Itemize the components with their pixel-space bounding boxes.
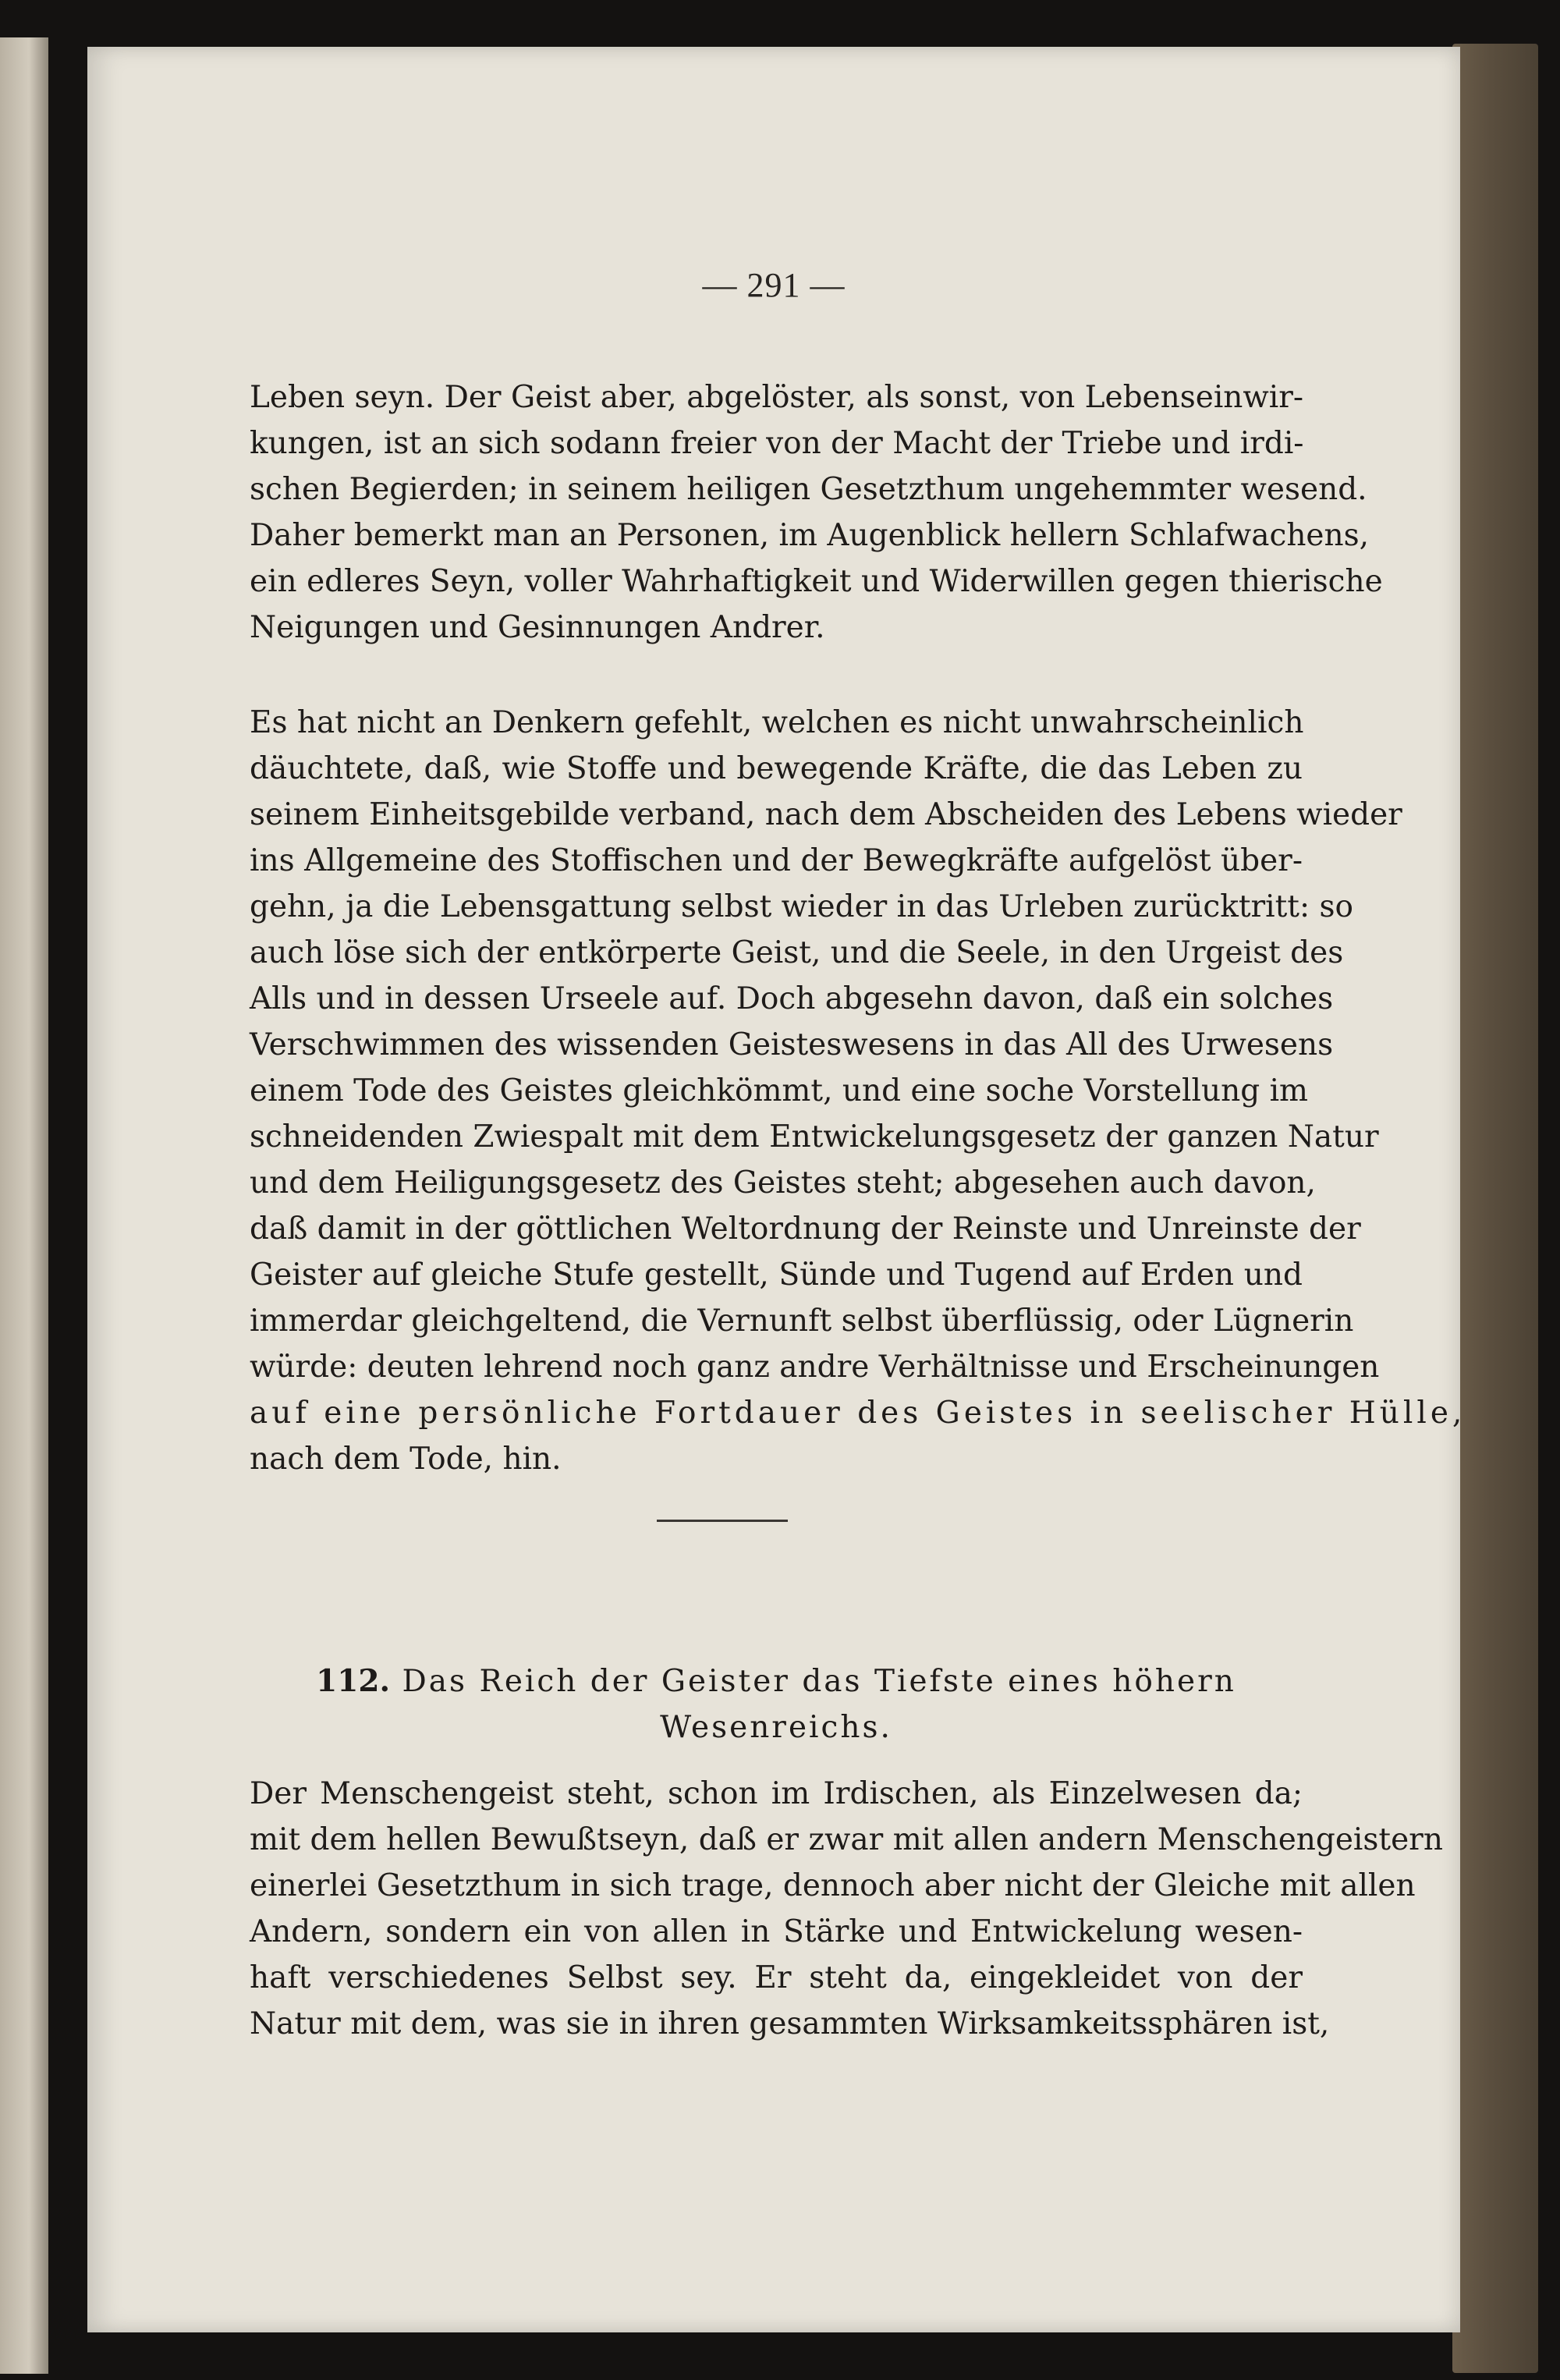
text-line: ein edleres Seyn, voller Wahrhaftigkeit und Widerwillen gegen thierische (250, 564, 1383, 599)
section-divider (657, 1520, 788, 1522)
text-line: haft verschiedenes Selbst sey. Er steht da, eingekleidet von der (250, 1960, 1303, 1995)
text-line: einerlei Gesetzthum in sich trage, dennoch aber nicht der Gleiche mit allen (250, 1868, 1416, 1903)
section-heading (250, 1658, 1303, 1750)
text-line: däuchtete, daß, wie Stoffe und bewegende Kräfte, die das Leben zu (250, 751, 1303, 786)
text-line: Leben seyn. Der Geist aber, abgelöster, als sonst, von Lebenseinwir- (250, 380, 1304, 415)
section-title-text: Das Reich der Geister das Tiefste eines höhern (402, 1664, 1236, 1699)
text-line: gehn, ja die Lebensgattung selbst wieder in das Urleben zurücktritt: so (250, 889, 1353, 924)
text-line: schen Begierden; in seinem heiligen Gesetzthum ungehemmter wesend. (250, 472, 1367, 507)
text-line: Verschwimmen des wissenden Geisteswesens in das All des Urwesens (250, 1027, 1334, 1062)
text-line: Alls und in dessen Urseele auf. Doch abgesehn davon, daß ein solches (250, 981, 1334, 1016)
text-line: Daher bemerkt man an Personen, im Augenblick hellern Schlafwachens, (250, 518, 1370, 553)
text-line: immerdar gleichgeltend, die Vernunft selbst überflüssig, oder Lügnerin (250, 1304, 1354, 1339)
section-number: 112. (316, 1663, 391, 1699)
text-line: Der Menschengeist steht, schon im Irdischen, als Einzelwesen da; (250, 1776, 1303, 1811)
text-line: nach dem Tode, hin. (250, 1442, 562, 1477)
text-line: ins Allgemeine des Stoffischen und der Bewegkräfte aufgelöst über- (250, 843, 1303, 878)
text-line: seinem Einheitsgebilde verband, nach dem Abscheiden des Lebens wieder (250, 797, 1402, 832)
text-line: Andern, sondern ein von allen in Stärke und Entwickelung wesen- (250, 1914, 1303, 1949)
text-line: und dem Heiligungsgesetz des Geistes steht; abgesehen auch davon, (250, 1165, 1316, 1201)
text-line: Natur mit dem, was sie in ihren gesammten Wirksamkeitssphären ist, (250, 2006, 1330, 2041)
text-line: schneidenden Zwiespalt mit dem Entwickelungsgesetz der ganzen Natur (250, 1119, 1379, 1155)
text-line: auch löse sich der entkörperte Geist, und die Seele, in den Urgeist des (250, 935, 1344, 970)
left-page-edge (0, 37, 48, 2374)
paragraph-3 (250, 1771, 1443, 2047)
text-line: würde: deuten lehrend noch ganz andre Verhältnisse und Erscheinungen (250, 1350, 1380, 1385)
text-line: daß damit in der göttlichen Weltordnung der Reinste und Unreinste der (250, 1211, 1361, 1247)
section-title-line-1 (250, 1658, 1303, 1704)
text-line: auf eine persönliche Fortdauer des Geistes in seelischer Hülle, (250, 1396, 1466, 1431)
book-cover-edge (1452, 44, 1538, 2373)
section-title-line-2: Wesenreichs. (660, 1710, 892, 1745)
paragraph-1 (250, 374, 1383, 651)
text-line: mit dem hellen Bewußtseyn, daß er zwar mit allen andern Menschengeistern (250, 1822, 1443, 1857)
paragraph-2 (250, 700, 1466, 1482)
page-number: — 291 — (702, 266, 846, 304)
text-line: Es hat nicht an Denkern gefehlt, welchen es nicht unwahrscheinlich (250, 705, 1304, 740)
text-line: Geister auf gleiche Stufe gestellt, Sünde und Tugend auf Erden und (250, 1257, 1303, 1293)
book-page (87, 47, 1466, 2332)
text-line: einem Tode des Geistes gleichkömmt, und eine soche Vorstellung im (250, 1073, 1309, 1108)
text-line: kungen, ist an sich sodann freier von der Macht der Triebe und irdi- (250, 426, 1304, 461)
text-line: Neigungen und Gesinnungen Andrer. (250, 610, 825, 645)
